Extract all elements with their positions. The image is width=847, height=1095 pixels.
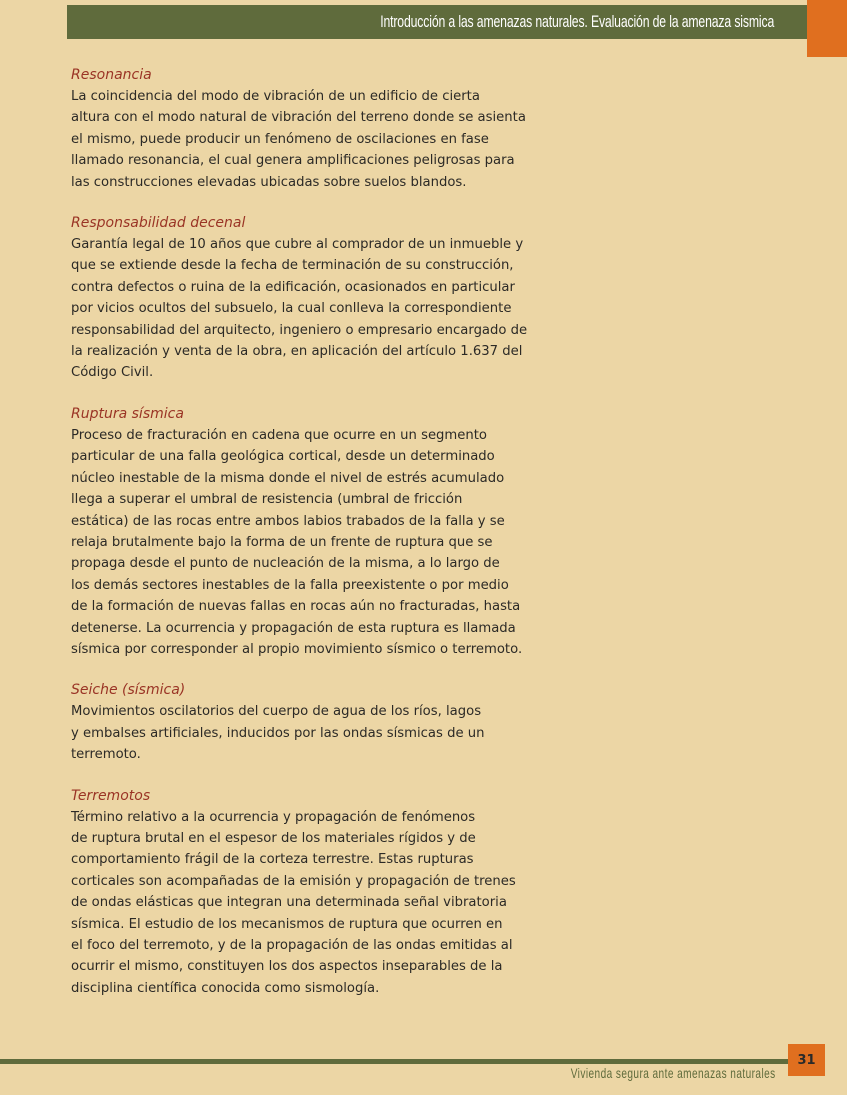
glossary-entry — [71, 65, 541, 193]
page-number-badge — [788, 1044, 825, 1076]
page-number: 31 — [797, 1052, 816, 1068]
glossary-definition: Movimientos oscilatorios del cuerpo de agua de los ríos, lagos y embalses artificiales, inducidos por las ondas sísmicas de un terremoto. — [71, 704, 485, 763]
footer-rule — [0, 1059, 788, 1064]
footer-publication-title: Vivienda segura ante amenazas naturales — [571, 1065, 776, 1081]
glossary-term: Terremotos — [71, 787, 151, 804]
glossary-entry — [71, 213, 541, 384]
glossary-entry — [71, 680, 541, 765]
glossary-definition: Garantía legal de 10 años que cubre al comprador de un inmueble y que se extiende desde la fecha de terminación de su construcción, contra defectos o ruina de la edificación, ocasionados en particular por vicios ocultos del subsuelo, la cual conlleva la correspondiente responsabilidad del arquitecto, ingeniero o empresario encargado de la realización y venta de la obra, en aplicación del artículo 1.637 del Código Civil. — [71, 237, 528, 381]
glossary-term: Ruptura sísmica — [71, 405, 184, 422]
header-bar — [67, 5, 824, 39]
header-title: Introducción a las amenazas naturales. Evaluación de la amenaza sismica — [380, 12, 774, 31]
glossary-definition: La coincidencia del modo de vibración de un edificio de cierta altura con el modo natural de vibración del terreno donde se asienta el mismo, puede producir un fenómeno de oscilaciones en fase llamado resonancia, el cual genera amplificaciones peligrosas para las construcciones elevadas ubicadas sobre suelos blandos. — [71, 89, 526, 190]
corner-accent-block — [807, 0, 847, 57]
glossary-entry — [71, 786, 541, 1000]
glossary-term: Seiche (sísmica) — [71, 682, 186, 699]
glossary-entry — [71, 404, 541, 660]
glossary-definition: Proceso de fracturación en cadena que ocurre en un segmento particular de una falla geológica cortical, desde un determinado núcleo inestable de la misma donde el nivel de estrés acumulado llega a superar el umbral de resistencia (umbral de fricción estática) de las rocas entre ambos labios trabados de la falla y se relaja brutalmente bajo la forma de un frente de ruptura que se propaga desde el punto de nucleación de la misma, a lo largo de los demás sectores inestables de la falla preexistente o por medio de la formación de nuevas fallas en rocas aún no fracturadas, hasta detenerse. La ocurrencia y propagación de esta ruptura es llamada sísmica por corresponder al propio movimiento sísmico o terremoto. — [71, 427, 523, 657]
glossary-content — [71, 65, 541, 1019]
glossary-term: Responsabilidad decenal — [71, 215, 246, 232]
glossary-term: Resonancia — [71, 67, 152, 83]
glossary-definition: Término relativo a la ocurrencia y propagación de fenómenos de ruptura brutal en el espesor de los materiales rígidos y de comportamiento frágil de la corteza terrestre. Estas rupturas corticales son acompañadas de la emisión y propagación de trenes de ondas elásticas que integran una determinada señal vibratoria sísmica. El estudio de los mecanismos de ruptura que ocurren en el foco del terremoto, y de la propagación de las ondas emitidas al ocurrir el mismo, constituyen los dos aspectos inseparables de la disciplina científica conocida como sismología. — [71, 809, 516, 996]
